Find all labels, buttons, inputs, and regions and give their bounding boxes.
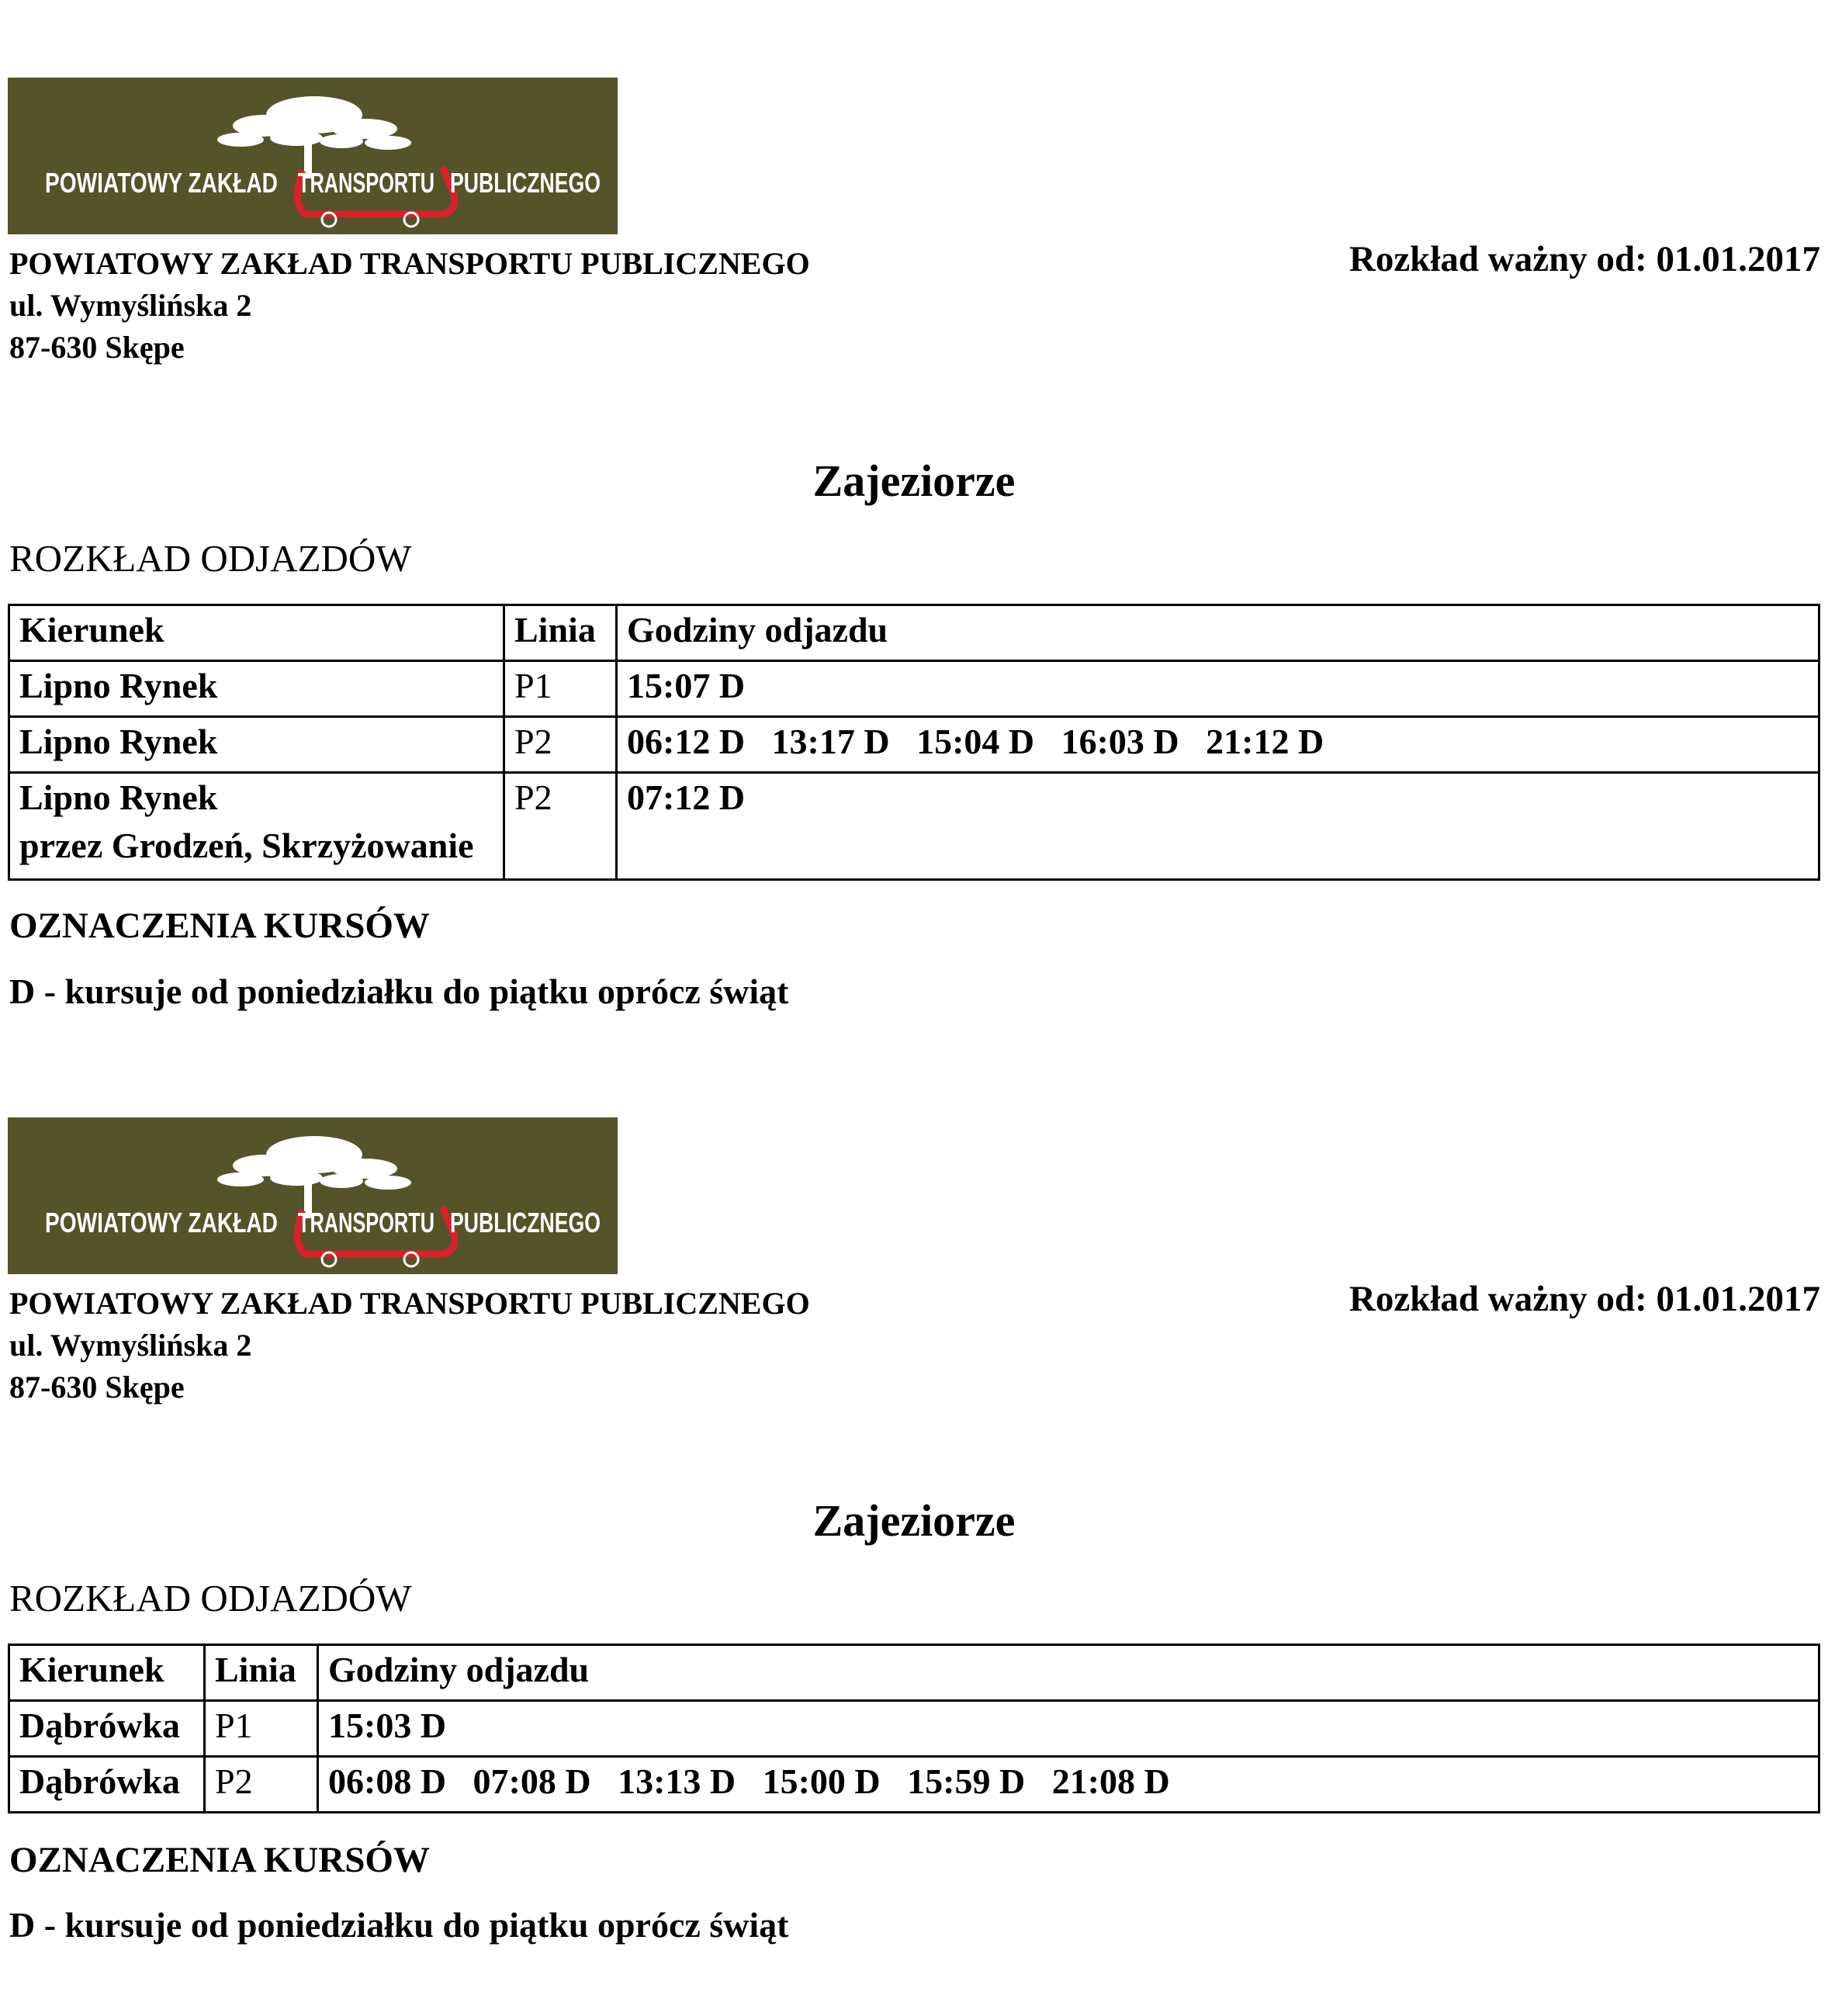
row-times: 15:07 D: [617, 661, 1819, 717]
validity-date: Rozkład ważny od: 01.01.2017: [1348, 239, 1820, 279]
row-direction: Dąbrówka: [9, 1701, 205, 1757]
company-street: ul. Wymyślińska 2: [9, 288, 252, 323]
company-logo: [8, 78, 618, 234]
header-direction: Kierunek: [9, 1645, 205, 1701]
legend-title: OZNACZENIA KURSÓW: [9, 906, 430, 946]
svg-text:POWIATOWY ZAKŁAD: POWIATOWY ZAKŁAD: [45, 1207, 278, 1238]
timetable-title: ROZKŁAD ODJAZDÓW: [9, 1577, 412, 1619]
table-row: [9, 661, 1819, 717]
svg-text:PUBLICZNEGO: PUBLICZNEGO: [450, 167, 601, 199]
timetable-table: [8, 1644, 1820, 1813]
legend-text: D - kursuje od poniedziałku do piątku oprócz świąt: [9, 1905, 789, 1945]
row-direction: Lipno Rynek: [9, 661, 504, 717]
header-direction: Kierunek: [9, 605, 504, 661]
company-street: ul. Wymyślińska 2: [9, 1328, 252, 1363]
svg-text:POWIATOWY ZAKŁAD: POWIATOWY ZAKŁAD: [45, 167, 278, 199]
header-times: Godziny odjazdu: [318, 1645, 1819, 1701]
company-logo: [8, 1117, 618, 1274]
company-name: POWIATOWY ZAKŁAD TRANSPORTU PUBLICZNEGO: [9, 246, 810, 281]
row-line: P1: [504, 661, 617, 717]
company-name: POWIATOWY ZAKŁAD TRANSPORTU PUBLICZNEGO: [9, 1286, 810, 1321]
row-via: przez Grodzeń, Skrzyżowanie: [19, 826, 474, 865]
row-line: P2: [504, 773, 617, 880]
row-direction: Lipno Rynek: [19, 778, 218, 817]
validity-date: Rozkład ważny od: 01.01.2017: [1348, 1279, 1820, 1319]
legend-text: D - kursuje od poniedziałku do piątku oprócz świąt: [9, 972, 789, 1011]
table-row: [9, 717, 1819, 773]
company-city: 87-630 Skępe: [9, 1370, 185, 1405]
row-direction-cell: [9, 773, 504, 880]
row-times: 06:08 D 07:08 D 13:13 D 15:00 D 15:59 D 21:08 D: [318, 1757, 1819, 1813]
table-header-row: [9, 1645, 1819, 1701]
svg-text:TRANSPORTU: TRANSPORTU: [298, 1207, 434, 1238]
timetable-title: ROZKŁAD ODJAZDÓW: [9, 537, 412, 580]
table-row: [9, 773, 1819, 880]
table-row: [9, 1701, 1819, 1757]
row-times: 06:12 D 13:17 D 15:04 D 16:03 D 21:12 D: [617, 717, 1819, 773]
row-direction: Lipno Rynek: [9, 717, 504, 773]
stop-name: Zajeziorze: [812, 456, 1016, 506]
svg-text:PUBLICZNEGO: PUBLICZNEGO: [450, 1207, 601, 1238]
header-times: Godziny odjazdu: [617, 605, 1819, 661]
svg-text:TRANSPORTU: TRANSPORTU: [298, 167, 434, 199]
row-times: 15:03 D: [318, 1701, 1819, 1757]
row-times: 07:12 D: [617, 773, 1819, 880]
header-line: Linia: [504, 605, 617, 661]
row-direction: Dąbrówka: [9, 1757, 205, 1813]
legend-title: OZNACZENIA KURSÓW: [9, 1840, 430, 1880]
timetable-table: [8, 604, 1820, 881]
header-line: Linia: [205, 1645, 318, 1701]
row-line: P2: [205, 1757, 318, 1813]
table-row: [9, 1757, 1819, 1813]
stop-name: Zajeziorze: [812, 1495, 1016, 1546]
table-header-row: [9, 605, 1819, 661]
row-line: P1: [205, 1701, 318, 1757]
row-line: P2: [504, 717, 617, 773]
company-city: 87-630 Skępe: [9, 330, 185, 365]
